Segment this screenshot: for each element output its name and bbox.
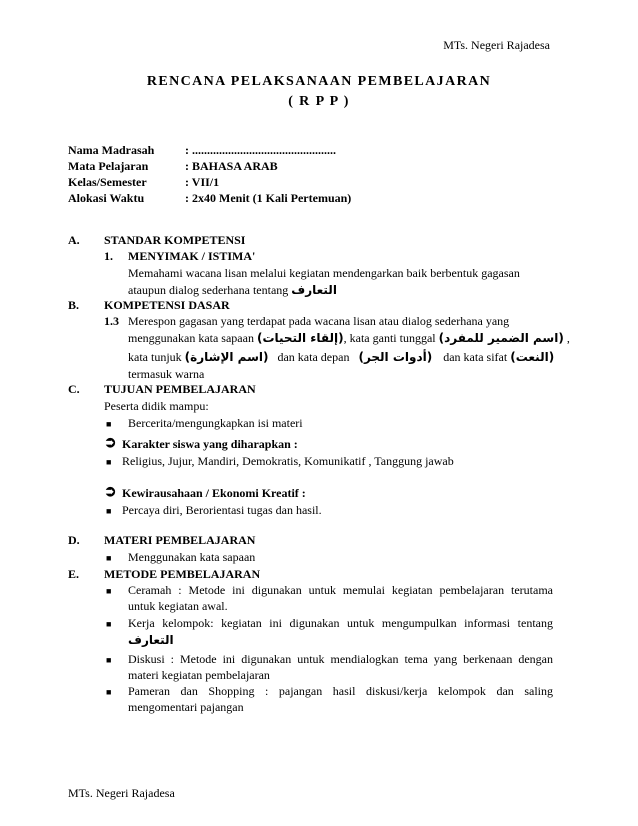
section-d-title: MATERI PEMBELAJARAN: [104, 533, 256, 547]
square-bullet-icon: ■: [106, 419, 112, 429]
section-b-line-2a: menggunakan kata sapaan: [128, 331, 254, 345]
section-e-method-4b: mengomentari pajangan: [128, 700, 244, 714]
section-b-line-3a: kata tunjuk: [128, 350, 182, 364]
section-c-kewira-title: Kewirausahaan / Ekonomi Kreatif :: [122, 486, 306, 500]
section-b-sub-num: 1.3: [104, 314, 119, 328]
section-b-line-3b: dan kata depan: [277, 350, 350, 364]
section-a-sub-num: 1.: [104, 249, 113, 263]
section-b-arabic-depan: (أدوات الجر): [358, 350, 433, 364]
section-c-letter: C.: [68, 382, 80, 396]
section-e-method-4a: Pameran dan Shopping : pajangan hasil diskusi/kerja kelompok dan saling: [128, 684, 553, 698]
square-bullet-icon: ■: [106, 586, 112, 596]
section-d-letter: D.: [68, 533, 80, 547]
info-label-mapel: Mata Pelajaran: [68, 159, 149, 173]
info-value-alokasi: : 2x40 Menit (1 Kali Pertemuan): [185, 191, 352, 205]
section-c-kewira-item: Percaya diri, Berorientasi tugas dan hasil.: [122, 503, 322, 517]
section-a-desc-2: [128, 283, 337, 298]
section-e-method-1a: Ceramah : Metode ini digunakan untuk memulai kegiatan pembelajaran terutama: [128, 583, 553, 597]
section-a-desc-2-text: ataupun dialog sederhana tentang: [128, 283, 289, 297]
section-e-method-3a: Diskusi : Metode ini digunakan untuk mendialogkan tema yang berkenaan dengan: [128, 652, 553, 666]
section-a-sub-title: MENYIMAK / ISTIMA': [128, 249, 256, 263]
info-label-kelas: Kelas/Semester: [68, 175, 147, 189]
section-b-line-4: termasuk warna: [128, 367, 205, 381]
section-b-title: KOMPETENSI DASAR: [104, 298, 230, 312]
section-e-method-2-arabic: التعارف: [128, 633, 174, 647]
section-a-desc-1: Memahami wacana lisan melalui kegiatan mendengarkan baik berbentuk gagasan: [128, 266, 520, 280]
info-value-mapel: : BAHASA ARAB: [185, 159, 278, 173]
square-bullet-icon: ■: [106, 506, 112, 516]
section-b-arabic-tunjuk: (اسم الإشارة): [184, 350, 269, 364]
header-school: MTs. Negeri Rajadesa: [443, 38, 550, 52]
section-e-method-3b: materi kegiatan pembelajaran: [128, 668, 270, 682]
info-label-alokasi: Alokasi Waktu: [68, 191, 145, 205]
section-e-title: METODE PEMBELAJARAN: [104, 567, 261, 581]
square-bullet-icon: ■: [106, 619, 112, 629]
info-value-kelas: : VII/1: [185, 175, 220, 189]
square-bullet-icon: ■: [106, 457, 112, 467]
document-title: RENCANA PELAKSANAAN PEMBELAJARAN: [146, 74, 492, 89]
section-c-karakter-item: Religius, Jujur, Mandiri, Demokratis, Komunikatif , Tanggung jawab: [122, 454, 454, 468]
section-c-intro: Peserta didik mampu:: [104, 399, 209, 413]
section-d-item: Menggunakan kata sapaan: [128, 550, 256, 564]
section-b-line-1: Merespon gagasan yang terdapat pada wacana lisan atau dialog sederhana yang: [128, 314, 510, 328]
square-bullet-icon: ■: [106, 655, 112, 665]
section-e-letter: E.: [68, 567, 80, 581]
section-b-letter: B.: [68, 298, 80, 312]
section-b-arabic-sifat: (النعت): [510, 350, 555, 364]
section-b-arabic-sapaan: (إلقاء التحيات): [256, 331, 344, 345]
section-a-letter: A.: [68, 233, 80, 247]
section-b-line-2c: ,: [563, 331, 570, 345]
section-a-arabic: التعارف: [291, 283, 337, 297]
arrow-right-icon: ➲: [104, 435, 117, 451]
info-label-madrasah: Nama Madrasah: [68, 143, 155, 157]
info-value-madrasah: : ................................................: [185, 143, 336, 157]
section-c-bullet-1: Bercerita/mengungkapkan isi materi: [128, 416, 303, 430]
section-b-line-2b: , kata ganti tunggal: [343, 331, 436, 345]
footer-school: MTs. Negeri Rajadesa: [68, 786, 175, 800]
section-b-line-3c: dan kata sifat: [443, 350, 508, 364]
document-subtitle: ( R P P ): [288, 94, 350, 109]
section-e-method-1b: untuk kegiatan awal.: [128, 599, 228, 613]
section-b-line-2: [128, 331, 570, 346]
section-c-title: TUJUAN PEMBELAJARAN: [104, 382, 256, 396]
section-b-line-3: [128, 350, 554, 365]
section-c-karakter-title: Karakter siswa yang diharapkan :: [122, 437, 298, 451]
section-a-title: STANDAR KOMPETENSI: [104, 233, 246, 247]
square-bullet-icon: ■: [106, 553, 112, 563]
arrow-right-icon: ➲: [104, 484, 117, 500]
section-b-arabic-ganti: (اسم الضمير للمفرد): [438, 331, 564, 345]
square-bullet-icon: ■: [106, 687, 112, 697]
section-e-method-2a: Kerja kelompok: kegiatan ini digunakan untuk mengumpulkan informasi tentang: [128, 616, 553, 630]
